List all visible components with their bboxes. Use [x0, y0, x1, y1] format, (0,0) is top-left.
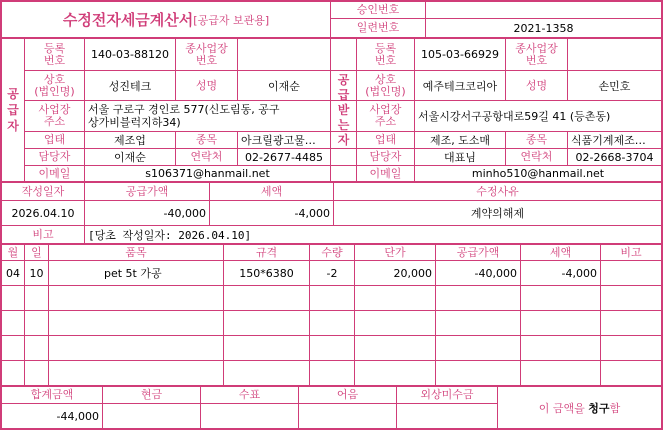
credit-label: 외상미수금 — [420, 388, 474, 401]
supplier-address: 서울 구로구 경인로 577(신도림동, 공구 상가비블럭지하34) — [88, 103, 280, 129]
item-tax: -4,000 — [561, 266, 597, 280]
items-header-supply: 공급가액 — [456, 245, 500, 259]
item-spec: 150*6380 — [239, 266, 294, 280]
supplier-biz-type: 제조업 — [114, 134, 146, 147]
buyer-company-label: 상호 (법인명) — [365, 72, 406, 98]
credit-value — [397, 404, 497, 428]
check-label: 수표 — [238, 388, 261, 401]
promissory-note-label: 어음 — [336, 388, 359, 401]
cash-label: 현금 — [140, 388, 163, 401]
cash-value — [103, 404, 200, 428]
buyer-email: minho510@hanmail.net — [471, 167, 605, 180]
buyer-phone: 02-2668-3704 — [575, 150, 654, 164]
items-header-month: 월 — [7, 245, 19, 259]
item-note — [601, 261, 661, 285]
supplier-biz-type-label: 업태 — [43, 133, 66, 146]
promissory-note-value — [299, 404, 396, 428]
supplier-branch — [238, 39, 330, 70]
invoice-title: 수정전자세금계산서 — [62, 11, 194, 29]
items-header-spec: 규격 — [255, 245, 278, 259]
buyer-biz-item-label: 종목 — [525, 133, 548, 146]
check-value — [201, 404, 298, 428]
supplier-company-label: 상호 (법인명) — [34, 72, 75, 98]
item-day: 10 — [29, 266, 44, 280]
item-name: pet 5t 가공 — [104, 267, 162, 280]
supplier-biz-item-label: 종목 — [195, 133, 218, 146]
serial-number-label: 일련번호 — [356, 21, 400, 34]
invoice-title-area — [2, 2, 330, 37]
supplier-email: s106371@hanmail.net — [145, 167, 270, 180]
supplier-biz-item: 아크릴광고물… — [241, 134, 316, 147]
invoice-title-sub: [공급자 보관용] — [193, 13, 270, 27]
revision-reason-label: 수정사유 — [476, 184, 519, 198]
supplier-address-label: 사업장 주소 — [38, 103, 71, 128]
buyer-company: 예주테크코리아 — [422, 79, 498, 93]
supplier-reg-no: 140-03-88120 — [91, 48, 169, 61]
serial-number-value: 2021-1358 — [513, 21, 574, 35]
item-month: 04 — [6, 266, 20, 280]
claim-word: 청구 — [588, 401, 610, 415]
total-amount-label: 합계금액 — [30, 388, 74, 401]
note-value: [당초 작성일자: 2026.04.10] — [88, 228, 252, 242]
supplier-name: 이재순 — [268, 79, 300, 93]
buyer-address-label: 사업장 주소 — [369, 103, 402, 128]
buyer-biz-type-label: 업태 — [374, 133, 397, 146]
revision-reason-value: 계약의해제 — [470, 207, 525, 220]
buyer-manager-label: 담당자 — [369, 150, 402, 163]
supply-amount-value: -40,000 — [163, 206, 206, 220]
items-header-item: 품목 — [125, 245, 147, 259]
supplier-company: 성진테크 — [108, 79, 152, 93]
supplier-name-label: 성명 — [195, 78, 218, 92]
buyer-biz-item: 식품기계제조… — [571, 134, 646, 147]
items-header-tax: 세액 — [549, 245, 572, 259]
buyer-side-label: 공 급 받 는 자 — [337, 72, 350, 147]
approval-number-label: 승인번호 — [356, 3, 400, 16]
note-label: 비고 — [32, 227, 54, 241]
supplier-phone-label: 연락처 — [190, 150, 223, 163]
supplier-phone: 02-2677-4485 — [245, 150, 323, 164]
buyer-branch — [568, 39, 661, 70]
item-qty: -2 — [326, 266, 338, 280]
items-header-note: 비고 — [620, 245, 642, 259]
items-header-qty: 수량 — [321, 245, 343, 259]
buyer-email-label: 이메일 — [369, 166, 402, 180]
supplier-manager-label: 담당자 — [38, 150, 71, 163]
item-unit-price: 20,000 — [393, 266, 432, 280]
supplier-email-label: 이메일 — [38, 166, 71, 180]
buyer-name: 손민호 — [598, 79, 631, 93]
claim-text-post: 함 — [609, 401, 621, 415]
supplier-reg-no-label: 등록 번호 — [43, 41, 66, 67]
claim-statement — [498, 387, 661, 428]
buyer-reg-no: 105-03-66929 — [421, 48, 499, 61]
date-value: 2026.04.10 — [11, 206, 75, 220]
claim-text-pre: 이 금액을 — [538, 401, 589, 415]
date-label: 작성일자 — [21, 184, 65, 198]
tax-amount-value: -4,000 — [294, 206, 330, 220]
supplier-side-label: 공 급 자 — [7, 87, 19, 133]
total-amount-value: -44,000 — [56, 409, 99, 423]
buyer-branch-label: 종사업장 번호 — [515, 41, 558, 67]
supplier-branch-label: 종사업장 번호 — [185, 41, 228, 67]
items-header-unit-price: 단가 — [384, 245, 406, 259]
buyer-biz-type: 제조, 도소매 — [429, 134, 491, 147]
buyer-manager: 대표님 — [444, 151, 476, 164]
item-supply: -40,000 — [474, 266, 517, 280]
buyer-phone-label: 연락처 — [520, 150, 553, 163]
approval-number-value — [426, 2, 661, 18]
buyer-address: 서울시강서구공항대로59길 41 (등촌동) — [418, 110, 611, 123]
supplier-manager: 이재순 — [114, 151, 146, 164]
supply-amount-label: 공급가액 — [125, 184, 169, 198]
items-header-day: 일 — [31, 245, 42, 259]
buyer-reg-no-label: 등록 번호 — [374, 41, 397, 67]
buyer-name-label: 성명 — [525, 78, 548, 92]
tax-amount-label: 세액 — [260, 184, 283, 198]
